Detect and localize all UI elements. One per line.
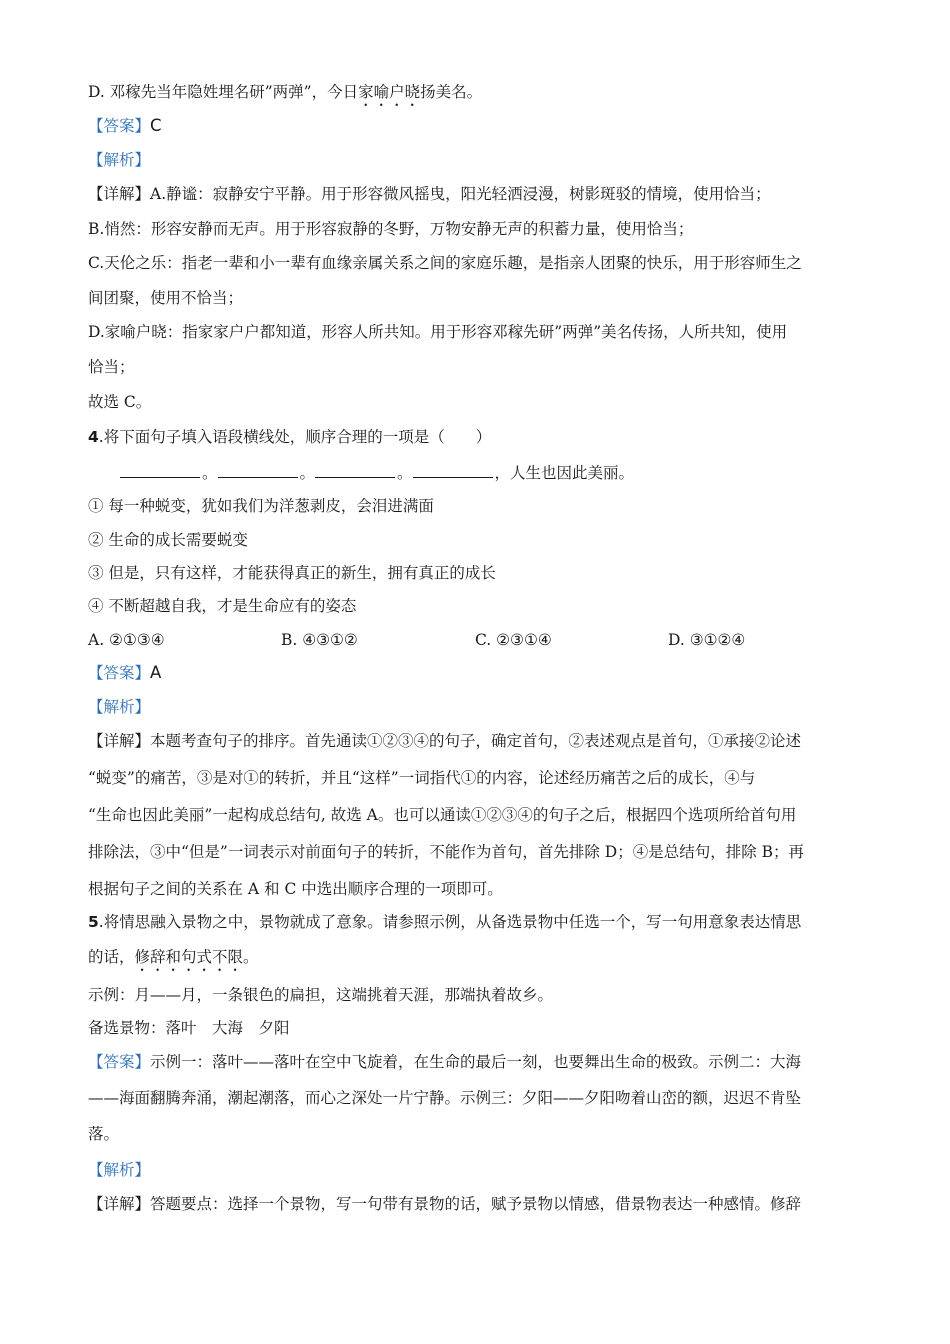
q5-stem-2: 的话，修辞和句式不限。 (88, 948, 259, 966)
question-number: 4 (88, 428, 99, 446)
question-number: 5 (88, 913, 99, 931)
q4-option-d: D. ③①②④ (668, 631, 746, 649)
answer-value: C (150, 116, 162, 135)
blank-3 (315, 463, 395, 478)
blank-1 (120, 463, 200, 478)
q3-detail-a: 【详解】A.静谧：寂静安宁平静。用于形容微风摇曳，阳光轻洒浸漫，树影斑驳的情境，使用恰当； (88, 185, 771, 203)
answer-value: A (150, 663, 162, 682)
answer-tag: 【答案】 (88, 1053, 151, 1071)
q4-item-4: ④ 不断超越自我，才是生命应有的姿态 (88, 597, 357, 615)
answer-tag: 【答案】 (88, 664, 151, 682)
q3-detail-b: B.悄然：形容安静而无声。用于形容寂静的冬野，万物安静无声的积蓄力量，使用恰当； (88, 220, 694, 238)
q3-detail-d2: 恰当； (88, 358, 135, 376)
q4-item-1: ① 每一种蜕变，犹如我们为洋葱剥皮，会泪进满面 (88, 497, 434, 515)
answer-tag: 【答案】 (88, 117, 151, 135)
q5-choices: 备选景物：落叶 大海 夕阳 (88, 1019, 290, 1037)
q4-detail-1: 【详解】本题考查句子的排序。首先通读①②③④的句子，确定首句，②表述观点是首句，①承接②论述 (88, 732, 802, 750)
q5-detail: 【详解】答题要点：选择一个景物，写一句带有景物的话，赋予景物以情感，借景物表达一种感情。修辞 (88, 1195, 802, 1213)
q4-detail-3: “生命也因此美丽”一起构成总结句, 故选 A。也可以通读①②③④的句子之后，根据四个选项所给首句用 (88, 806, 797, 824)
detail-tag: 【详解】 (88, 1195, 151, 1213)
q3-detail-c1: C.天伦之乐：指老一辈和小一辈有血缘亲属关系之间的家庭乐趣，是指亲人团聚的快乐，用于形容师生之 (88, 254, 802, 272)
q5-stem: 5.将情思融入景物之中，景物就成了意象。请参照示例，从备选景物中任选一个，写一句用意象表达情思 (88, 913, 802, 931)
q5-analysis-tag: 【解析】 (88, 1161, 151, 1179)
q4-option-b: B. ④③①② (281, 631, 358, 649)
q4-option-a: A. ②①③④ (88, 631, 165, 649)
q4-detail-4: 排除法，③中“但是”一词表示对前面句子的转折，不能作为首句，首先排除 D；④是总结句，排除 B；再 (88, 843, 805, 861)
q5-stem-dotted: 修辞和句式不限 (134, 948, 244, 966)
q3-analysis-tag: 【解析】 (88, 151, 151, 169)
q4-detail-5: 根据句子之间的关系在 A 和 C 中选出顺序合理的一项即可。 (88, 880, 503, 898)
q4-item-3: ③ 但是，只有这样，才能获得真正的新生，拥有真正的成长 (88, 564, 496, 582)
q4-detail-2: “蜕变”的痛苦，③是对①的转折，并且“这样”一词指代①的内容，论述经历痛苦之后的成长，④与 (88, 769, 756, 787)
q4-blanks: 。 。 。 ，人生也因此美丽。 (120, 463, 634, 483)
q5-example: 示例：月——月，一条银色的扁担，这端挑着天涯，那端执着故乡。 (88, 986, 554, 1004)
q5-answer-3: 落。 (88, 1125, 120, 1143)
q5-answer-2: ——海面翻腾奔涌，潮起潮落，而心之深处一片宁静。示例三：夕阳——夕阳吻着山峦的额，迟迟不肯坠 (88, 1089, 802, 1107)
detail-tag: 【详解】 (88, 185, 151, 203)
q4-option-c: C. ②③①④ (475, 631, 552, 649)
blank-2 (218, 463, 298, 478)
q4-stem: 4.将下面句子填入语段横线处，顺序合理的一项是（ ） (88, 428, 492, 446)
q3-conclusion: 故选 C。 (88, 393, 152, 411)
q4-answer (88, 663, 161, 683)
q3-option-d-dotted: 家喻户晓 (358, 83, 421, 101)
q3-option-d: D. 邓稼先当年隐姓埋名研”两弹”，今日家喻户晓扬美名。 (88, 83, 483, 101)
q3-detail-d1: D.家喻户晓：指家家户户都知道，形容人所共知。用于形容邓稼先研”两弹”美名传扬，人所共知，使用 (88, 323, 788, 341)
blank-4 (413, 463, 493, 478)
q4-item-2: ② 生命的成长需要蜕变 (88, 531, 248, 549)
q3-answer (88, 116, 162, 136)
q3-detail-c2: 间团聚，使用不恰当； (88, 289, 244, 307)
q4-analysis-tag: 【解析】 (88, 698, 151, 716)
q5-answer-1: 【答案】示例一：落叶——落叶在空中飞旋着，在生命的最后一刻，也要舞出生命的极致。示例二：大海 (88, 1053, 802, 1071)
detail-tag: 【详解】 (88, 732, 151, 750)
